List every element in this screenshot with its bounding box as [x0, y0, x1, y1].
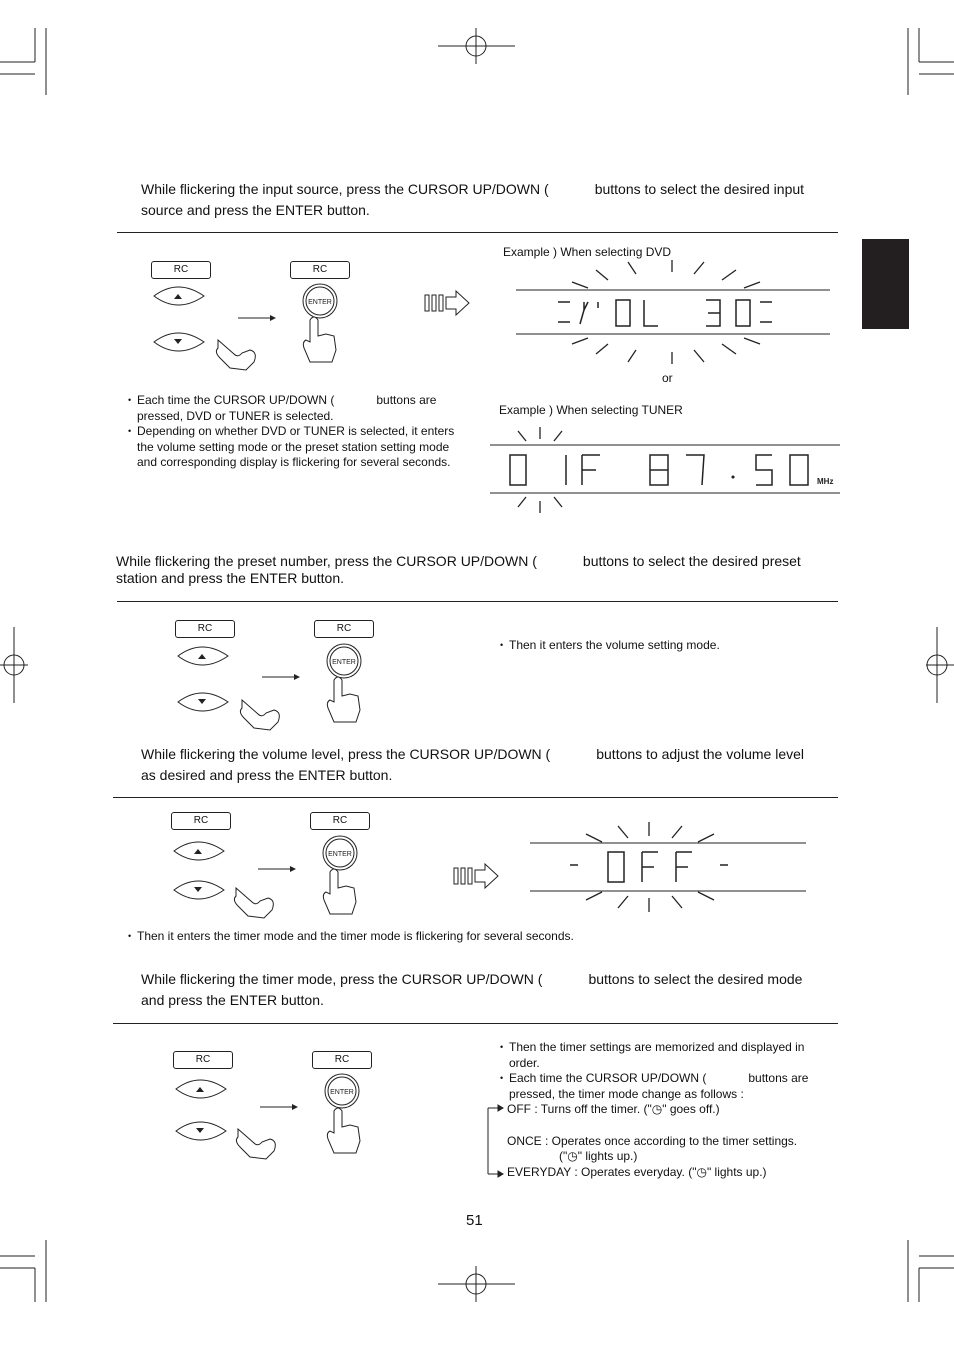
pointing-hand-icon — [234, 869, 356, 918]
cursor-down-button[interactable] — [178, 693, 228, 711]
cursor-up-button[interactable] — [176, 1080, 226, 1098]
segment-digits — [570, 852, 728, 882]
arrow-right-icon — [260, 1104, 298, 1110]
step4-rc-label-right: RC — [312, 1051, 372, 1069]
enter-button[interactable] — [325, 1074, 359, 1108]
mode-cycle-bracket-icon — [484, 1104, 508, 1180]
step2-notes — [500, 638, 820, 654]
segment-digits — [558, 300, 772, 326]
step4-rc-label-left: RC — [173, 1051, 233, 1069]
step1-instruction-line1: While flickering the input source, press the CURSOR UP/DOWN ( — [141, 181, 549, 197]
step1-instruction-line2: source and press the ENTER button. — [141, 202, 370, 218]
step3-instruction — [141, 744, 841, 786]
step2-instruction-line1b: buttons to select the desired preset — [582, 553, 801, 569]
step2-rc-label-left: RC — [175, 620, 235, 638]
timer-clock-icon: ◷ — [567, 1149, 578, 1163]
step4-remote-buttons — [162, 1071, 402, 1163]
enter-button[interactable] — [327, 644, 361, 678]
enter-button[interactable] — [323, 836, 357, 870]
step2-remote-buttons — [164, 640, 404, 732]
step3-divider — [113, 797, 838, 798]
step1-instruction-line1b: buttons to select the desired input — [594, 181, 805, 197]
timer-modes — [507, 1102, 837, 1180]
page-number: 51 — [466, 1212, 483, 1229]
step1-remote-buttons — [140, 280, 380, 372]
pointing-hand-icon — [240, 677, 360, 730]
segment-digits — [510, 455, 808, 485]
section-tab — [862, 239, 909, 329]
arrow-right-icon — [262, 674, 300, 680]
step4-note-2: • Each time the CURSOR UP/DOWN ( buttons are pressed, the timer mode change as follows : — [500, 1071, 832, 1102]
step1-example-tuner: Example ) When selecting TUNER — [499, 403, 683, 417]
timer-off-display — [530, 818, 810, 912]
step4-instruction — [141, 969, 841, 1011]
enter-button[interactable] — [303, 284, 337, 318]
step2-divider — [117, 601, 838, 602]
step3-rc-label-left: RC — [171, 812, 231, 830]
step3-note: • Then it enters the timer mode and the timer mode is flickering for several seconds. — [128, 929, 828, 945]
flicker-rays-icon — [518, 427, 562, 513]
step2-instruction-line1: While flickering the preset number, press the CURSOR UP/DOWN ( — [116, 553, 537, 569]
step3-instruction-line1b: buttons to adjust the volume level — [596, 746, 805, 762]
step1-note-1: • Each time the CURSOR UP/DOWN ( buttons are pressed, DVD or TUNER is selected. — [128, 393, 458, 424]
arrow-right-icon — [238, 315, 276, 321]
mode-once-line2: ("◷" lights up.) — [559, 1149, 638, 1163]
step4-note-1: • Then the timer settings are memorized and displayed in order. — [500, 1040, 832, 1071]
step2-instruction-line2: station and press the ENTER button. — [116, 570, 345, 586]
mode-everyday: EVERYDAY : Operates everyday. ("◷" lights up.) — [507, 1164, 767, 1179]
step2-instruction — [116, 553, 836, 587]
step3-notes — [128, 929, 828, 945]
dvd-volume-display — [516, 258, 831, 364]
step1-notes — [128, 393, 458, 471]
timer-clock-icon: ◷ — [696, 1164, 707, 1179]
cursor-down-button[interactable] — [154, 333, 204, 351]
result-arrow-icon — [452, 862, 502, 890]
cursor-down-button[interactable] — [176, 1122, 226, 1140]
step3-instruction-line2: as desired and press the ENTER button. — [141, 767, 393, 783]
step4-instruction-line2: and press the ENTER button. — [141, 992, 324, 1008]
enter-button-label: ENTER — [308, 299, 332, 306]
step1-or: or — [662, 371, 673, 385]
arrow-right-icon — [258, 866, 296, 872]
timer-clock-icon: ◷ — [651, 1102, 663, 1116]
enter-button-label: ENTER — [328, 851, 352, 858]
enter-button-label: ENTER — [330, 1089, 354, 1096]
step3-remote-buttons — [160, 832, 400, 924]
flicker-rays-icon — [572, 260, 760, 364]
step1-rc-label-left: RC — [151, 261, 211, 279]
step4-notes — [500, 1040, 832, 1102]
result-arrow-icon — [423, 289, 473, 317]
pointing-hand-icon — [236, 1108, 360, 1159]
tuner-frequency-display — [490, 425, 842, 517]
step3-instruction-line1: While flickering the volume level, press the CURSOR UP/DOWN ( — [141, 746, 551, 762]
cursor-down-button[interactable] — [174, 881, 224, 899]
step1-rc-label-right: RC — [290, 261, 350, 279]
step4-instruction-line1b: buttons to select the desired mode — [588, 971, 803, 987]
step2-note: • Then it enters the volume setting mode. — [500, 638, 820, 654]
tuner-unit: MHz — [817, 477, 834, 486]
mode-once: ONCE : Operates once according to the timer settings. — [507, 1133, 798, 1148]
step3-rc-label-right: RC — [310, 812, 370, 830]
step1-note-2: • Depending on whether DVD or TUNER is selected, it enters the volume setting mode or the preset station setting mode and corresponding display is flickering for several seconds. — [128, 424, 458, 471]
cursor-up-button[interactable] — [154, 287, 204, 305]
pointing-hand-icon — [216, 317, 336, 370]
step1-example-dvd: Example ) When selecting DVD — [503, 245, 672, 259]
cursor-up-button[interactable] — [174, 842, 224, 860]
cursor-up-button[interactable] — [178, 647, 228, 665]
step4-instruction-line1: While flickering the timer mode, press the CURSOR UP/DOWN ( — [141, 971, 543, 987]
step4-divider — [113, 1023, 838, 1024]
step1-divider — [117, 232, 838, 233]
mode-off: OFF : Turns off the timer. ("◷" goes off.) — [507, 1102, 720, 1116]
step2-rc-label-right: RC — [314, 620, 374, 638]
step1-instruction — [141, 179, 841, 221]
enter-button-label: ENTER — [332, 659, 356, 666]
